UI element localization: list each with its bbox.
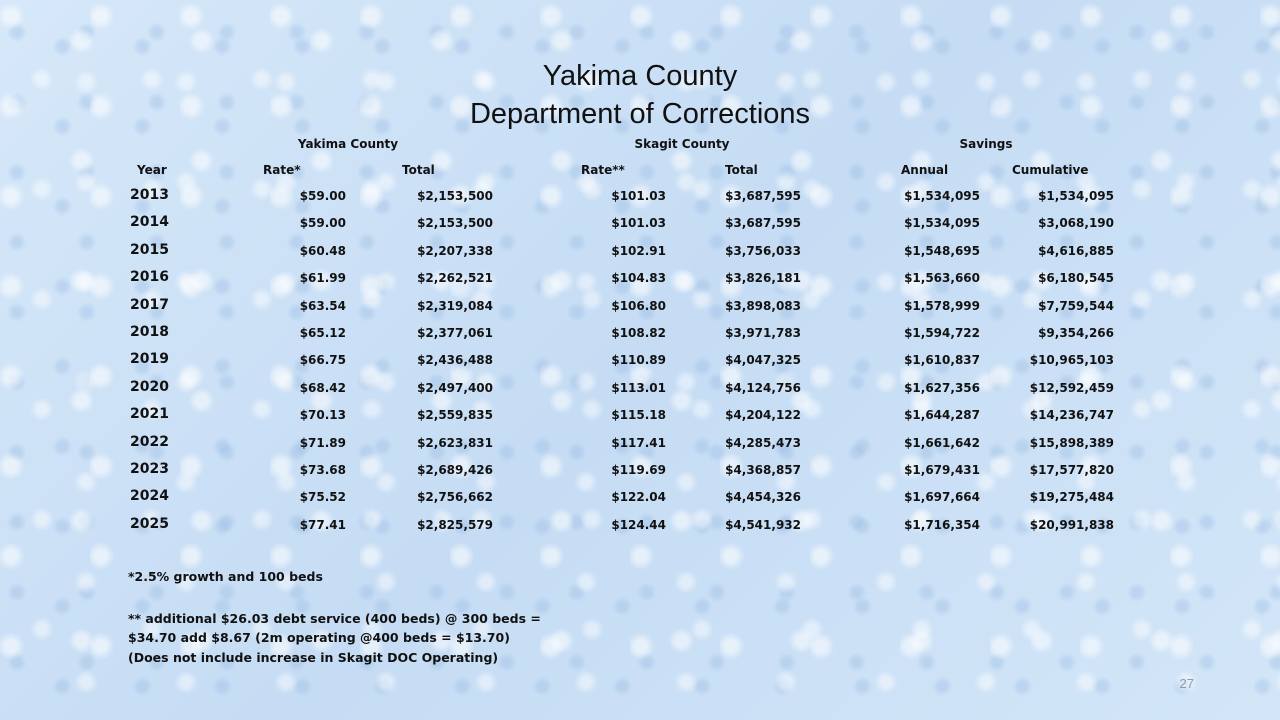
column-header-skagit-rate: Rate**	[581, 163, 625, 177]
group-header-skagit: Skagit County	[634, 137, 730, 151]
table-row	[0, 433, 1280, 460]
cell-yakima-total: $2,153,500	[417, 216, 493, 231]
table-row	[0, 241, 1280, 268]
cell-skagit-total: $4,124,756	[725, 380, 801, 395]
cell-yakima-total: $2,436,488	[417, 353, 493, 368]
cell-skagit-total: $4,047,325	[725, 353, 801, 368]
cell-yakima-rate: $61.99	[299, 271, 346, 286]
cell-yakima-rate: $60.48	[299, 243, 346, 258]
cell-yakima-total: $2,825,579	[417, 517, 493, 532]
cell-year: 2020	[130, 378, 169, 395]
cell-yakima-total: $2,377,061	[417, 326, 493, 340]
cell-yakima-rate: $70.13	[299, 408, 346, 423]
table-row	[0, 460, 1280, 487]
table-row	[0, 487, 1280, 514]
cell-cumulative: $20,991,838	[1029, 517, 1114, 532]
column-header-yakima-total: Total	[402, 163, 435, 177]
cell-skagit-total: $3,971,783	[725, 326, 801, 340]
cell-cumulative: $7,759,544	[1038, 298, 1114, 313]
cell-year: 2018	[130, 324, 169, 340]
cell-skagit-total: $4,368,857	[725, 463, 801, 477]
cell-cumulative: $10,965,103	[1029, 353, 1114, 368]
table-row	[0, 296, 1280, 323]
table-row	[0, 350, 1280, 377]
column-header-cumulative: Cumulative	[1012, 163, 1089, 177]
slide-title-line2: Department of Corrections	[469, 98, 811, 130]
group-header-yakima: Yakima County	[297, 137, 399, 151]
cell-annual: $1,594,722	[904, 326, 980, 340]
cell-cumulative: $9,354,266	[1038, 326, 1114, 340]
cell-year: 2025	[130, 515, 169, 532]
cell-year: 2016	[130, 269, 169, 286]
cell-yakima-total: $2,559,835	[417, 408, 493, 423]
note-debt-line1: ** additional $26.03 debt service (400 beds) @ 300 beds =	[128, 611, 541, 626]
cell-annual: $1,644,287	[904, 408, 980, 423]
cell-year: 2022	[130, 433, 169, 450]
note-debt-line2: $34.70 add $8.67 (2m operating @400 beds = $13.70)	[128, 630, 510, 645]
cell-cumulative: $12,592,459	[1029, 380, 1114, 395]
cell-cumulative: $17,577,820	[1029, 463, 1114, 477]
cell-year: 2014	[130, 214, 169, 231]
cell-year: 2015	[130, 241, 169, 258]
cell-cumulative: $4,616,885	[1038, 243, 1114, 258]
cell-yakima-rate: $59.00	[299, 189, 346, 203]
cell-yakima-total: $2,497,400	[417, 380, 493, 395]
page-number: 27	[1179, 676, 1194, 691]
table-row	[0, 405, 1280, 432]
cell-yakima-rate: $71.89	[299, 435, 346, 450]
column-header-skagit-total: Total	[725, 163, 758, 177]
cell-skagit-total: $3,687,595	[725, 189, 801, 203]
cell-yakima-rate: $77.41	[299, 517, 346, 532]
cell-skagit-rate: $104.83	[611, 271, 666, 286]
cell-yakima-rate: $65.12	[299, 326, 346, 340]
cell-annual: $1,548,695	[904, 243, 980, 258]
cell-skagit-rate: $115.18	[611, 408, 666, 423]
cell-annual: $1,679,431	[904, 463, 980, 477]
cell-year: 2023	[130, 461, 169, 477]
cell-yakima-rate: $75.52	[299, 490, 346, 505]
table-row	[0, 186, 1280, 213]
cell-yakima-total: $2,756,662	[417, 490, 493, 505]
table-row	[0, 268, 1280, 295]
cell-skagit-total: $3,826,181	[725, 271, 801, 286]
cell-skagit-rate: $110.89	[611, 353, 666, 368]
cell-cumulative: $15,898,389	[1029, 435, 1114, 450]
cell-year: 2021	[130, 406, 169, 423]
cell-yakima-total: $2,207,338	[417, 243, 493, 258]
cell-skagit-total: $4,285,473	[725, 435, 801, 450]
column-header-yakima-rate: Rate*	[263, 163, 301, 177]
group-header-savings: Savings	[959, 137, 1013, 151]
slide-title-line1: Yakima County	[542, 60, 738, 92]
cell-yakima-total: $2,262,521	[417, 271, 493, 286]
cell-skagit-rate: $119.69	[611, 463, 666, 477]
cell-yakima-rate: $73.68	[299, 463, 346, 477]
cell-yakima-total: $2,689,426	[417, 463, 493, 477]
cell-yakima-total: $2,319,084	[417, 298, 493, 313]
table-row	[0, 323, 1280, 350]
cell-annual: $1,534,095	[904, 216, 980, 231]
cell-skagit-total: $3,898,083	[725, 298, 801, 313]
cell-yakima-total: $2,153,500	[417, 189, 493, 203]
cell-year: 2017	[130, 296, 169, 313]
table-row	[0, 515, 1280, 542]
cell-annual: $1,661,642	[904, 435, 980, 450]
cell-skagit-rate: $101.03	[611, 216, 666, 231]
cell-skagit-rate: $117.41	[611, 435, 666, 450]
cell-skagit-rate: $102.91	[611, 243, 666, 258]
cell-cumulative: $1,534,095	[1038, 189, 1114, 203]
cell-skagit-total: $4,454,326	[725, 490, 801, 505]
cell-yakima-rate: $66.75	[299, 353, 346, 368]
cell-cumulative: $3,068,190	[1038, 216, 1114, 231]
cell-skagit-total: $4,204,122	[725, 408, 801, 423]
cell-cumulative: $6,180,545	[1038, 271, 1114, 286]
cell-yakima-rate: $59.00	[299, 216, 346, 231]
cell-year: 2019	[130, 351, 169, 368]
cell-year: 2013	[130, 187, 169, 203]
cell-cumulative: $19,275,484	[1029, 490, 1114, 505]
cell-annual: $1,627,356	[904, 380, 980, 395]
cell-yakima-total: $2,623,831	[417, 435, 493, 450]
cell-skagit-total: $3,687,595	[725, 216, 801, 231]
table-row	[0, 378, 1280, 405]
cell-annual: $1,610,837	[904, 353, 980, 368]
cell-yakima-rate: $68.42	[299, 380, 346, 395]
cell-skagit-rate: $124.44	[611, 517, 666, 532]
cell-annual: $1,578,999	[904, 298, 980, 313]
column-header-year: Year	[137, 163, 167, 177]
cell-skagit-rate: $106.80	[611, 298, 666, 313]
cell-skagit-rate: $113.01	[611, 380, 666, 395]
cell-annual: $1,697,664	[904, 490, 980, 505]
cell-annual: $1,534,095	[904, 189, 980, 203]
cell-cumulative: $14,236,747	[1029, 408, 1114, 423]
table-row	[0, 213, 1280, 240]
note-growth: *2.5% growth and 100 beds	[128, 569, 323, 584]
cell-skagit-rate: $101.03	[611, 189, 666, 203]
cell-year: 2024	[130, 488, 169, 505]
column-header-annual: Annual	[901, 163, 949, 177]
cell-annual: $1,716,354	[904, 517, 980, 532]
note-debt-line3: (Does not include increase in Skagit DOC Operating)	[128, 650, 499, 665]
cell-annual: $1,563,660	[904, 271, 980, 286]
cell-skagit-rate: $108.82	[611, 326, 666, 340]
cell-skagit-total: $3,756,033	[725, 243, 801, 258]
cell-yakima-rate: $63.54	[299, 298, 346, 313]
cell-skagit-rate: $122.04	[611, 490, 666, 505]
cell-skagit-total: $4,541,932	[725, 517, 801, 532]
